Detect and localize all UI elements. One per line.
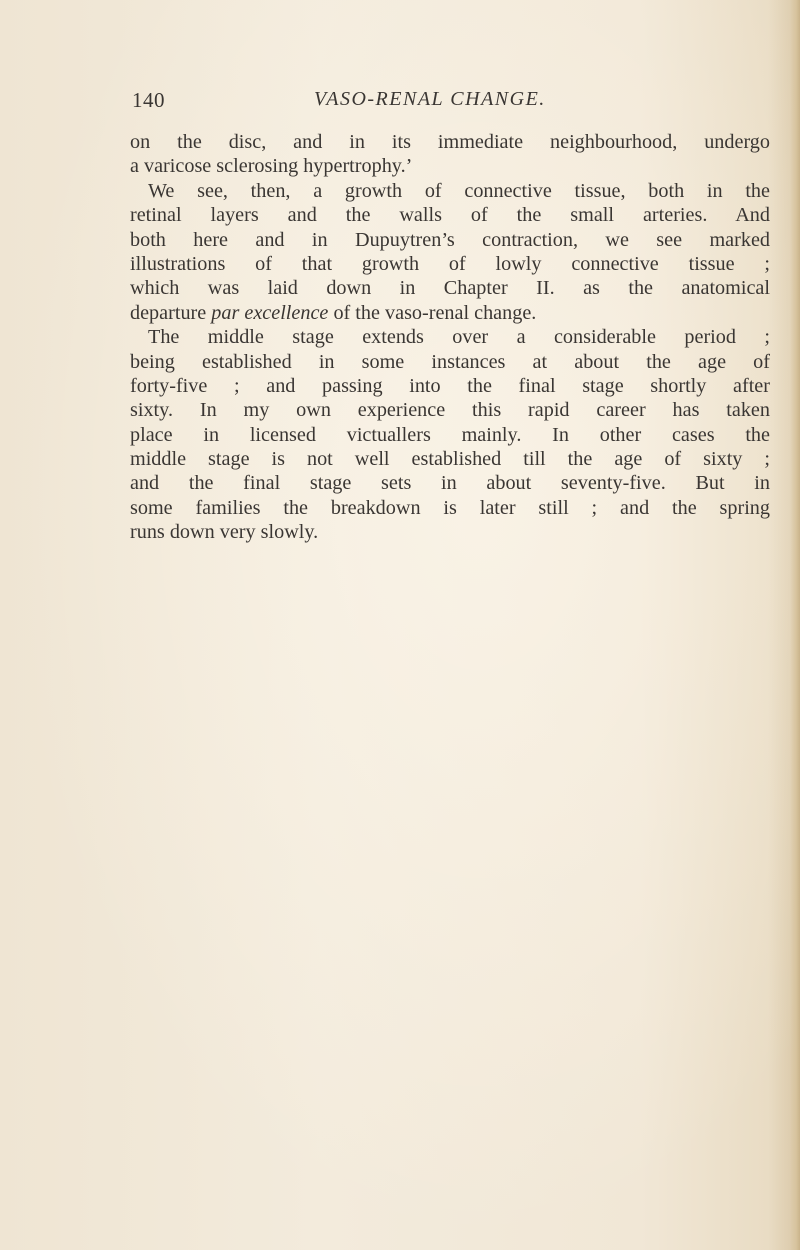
text-segment: of the vaso-renal change. [328,301,537,324]
text-line [130,301,770,325]
running-title: VASO-RENAL CHANGE. [314,88,546,110]
text-line: being established in some instances at about the age of [130,350,770,373]
text-line: and the final stage sets in about seventy-five. But in [130,472,770,495]
page-edge [790,0,800,1250]
text-line: some families the breakdown is later still ; and the spring [130,496,770,519]
body-text [130,130,770,545]
running-head [132,88,772,116]
paragraph-start-line: The middle stage extends over a considerable period ; [148,326,770,349]
text-line: illustrations of that growth of lowly connective tissue ; [130,252,770,275]
text-segment: departure [130,301,212,324]
text-line: place in licensed victuallers mainly. In other cases the [130,423,770,446]
text-line: on the disc, and in its immediate neighbourhood, undergo [130,131,770,153]
text-line: sixty. In my own experience this rapid career has taken [130,399,770,422]
text-line: which was laid down in Chapter II. as the anatomical [130,277,770,300]
text-line: retinal layers and the walls of the small arteries. And [130,204,770,227]
text-line: forty-five ; and passing into the final stage shortly after [130,374,770,397]
text-line: runs down very slowly. [130,521,319,544]
text-line: middle stage is not well established till the age of sixty ; [130,448,770,471]
page-number: 140 [132,88,165,112]
text-line: both here and in Dupuytren’s contraction, we see marked [130,228,770,251]
paragraph-start-line: We see, then, a growth of connective tissue, both in the [148,179,770,202]
text-line: a varicose sclerosing hypertrophy.’ [130,155,413,178]
italic-phrase: par excellence [211,301,329,324]
